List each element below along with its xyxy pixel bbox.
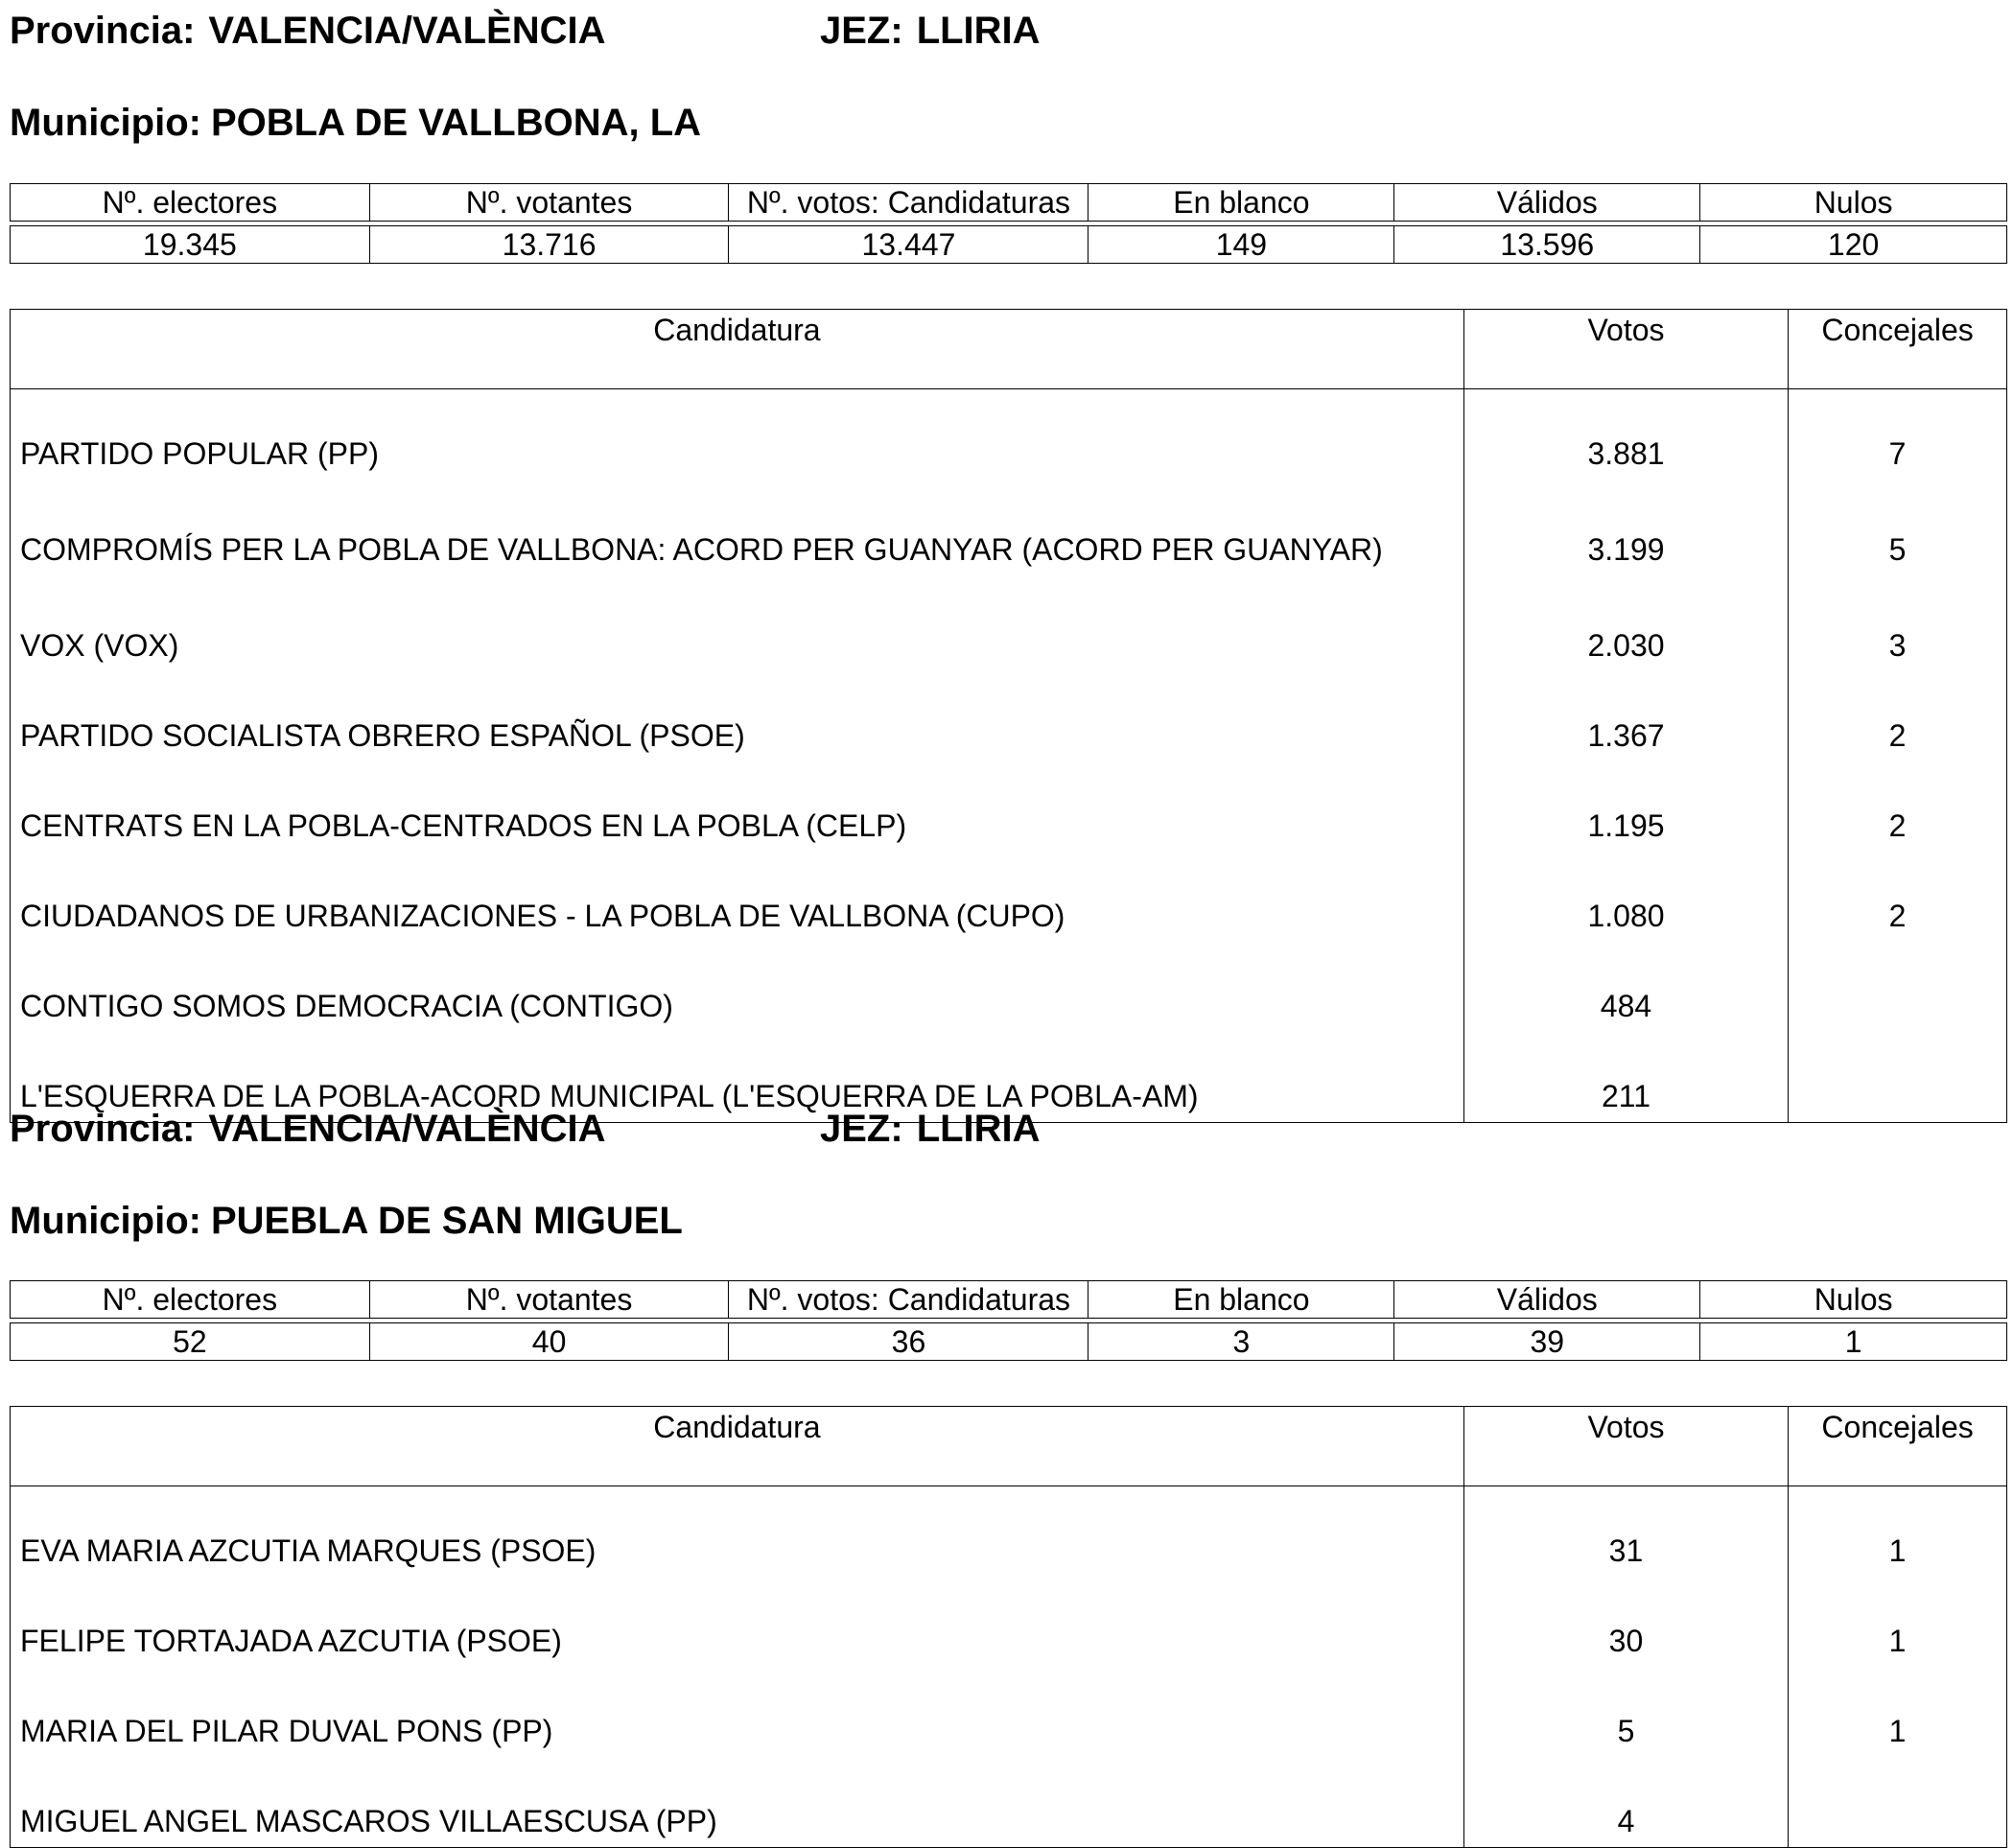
jez-label: JEZ:: [820, 1108, 903, 1150]
candidate-votes: 2.030: [1463, 581, 1788, 671]
candidate-name: CIUDADANOS DE URBANIZACIONES - LA POBLA DE VALLBONA (CUPO): [11, 852, 1464, 942]
candidate-name: CONTIGO SOMOS DEMOCRACIA (CONTIGO): [11, 942, 1464, 1032]
summary-value: 13.447: [729, 226, 1088, 264]
concejales-header: Concejales: [1789, 1407, 2007, 1486]
summary-header: Nulos: [1700, 184, 2007, 222]
summary-value: 39: [1394, 1323, 1700, 1361]
summary-table: [10, 183, 2007, 264]
candidate-name: COMPROMÍS PER LA POBLA DE VALLBONA: ACORD PER GUANYAR (ACORD PER GUANYAR): [11, 480, 1464, 581]
concejales-header: Concejales: [1789, 310, 2007, 389]
province-value: VALENCIA/VALÈNCIA: [208, 1108, 606, 1150]
candidate-seats: [1789, 942, 2007, 1032]
summary-header: Válidos: [1394, 1281, 1700, 1319]
candidate-votes: 1.367: [1463, 671, 1788, 761]
summary-value: 120: [1700, 226, 2007, 264]
summary-value: 52: [11, 1323, 370, 1361]
candidates-table: [10, 309, 2007, 1123]
summary-value: 13.596: [1394, 226, 1700, 264]
table-row: [11, 671, 2007, 761]
candidate-seats: 5: [1789, 480, 2007, 581]
candidate-votes: 5: [1463, 1667, 1788, 1757]
municipality-value: PUEBLA DE SAN MIGUEL: [210, 1200, 683, 1242]
summary-header: Nº. electores: [11, 1281, 370, 1319]
summary-header: Nº. votos: Candidaturas: [729, 184, 1088, 222]
summary-header: Válidos: [1394, 184, 1700, 222]
summary-value-row: [11, 226, 2007, 264]
table-row: [11, 1486, 2007, 1578]
candidate-name: CENTRATS EN LA POBLA-CENTRADOS EN LA POBLA (CELP): [11, 761, 1464, 852]
jez-group: [820, 2, 1041, 59]
table-row: [11, 480, 2007, 581]
jez-value: LLIRIA: [916, 10, 1041, 52]
summary-header: En blanco: [1088, 1281, 1394, 1319]
summary-header: En blanco: [1088, 184, 1394, 222]
summary-table: [10, 1280, 2007, 1361]
jez-label: JEZ:: [820, 10, 903, 52]
summary-header: Nulos: [1700, 1281, 2007, 1319]
summary-header-row: [11, 184, 2007, 222]
candidate-seats: 7: [1789, 389, 2007, 480]
candidates-header-row: [11, 310, 2007, 389]
summary-value: 3: [1088, 1323, 1394, 1361]
candidate-seats: 1: [1789, 1667, 2007, 1757]
table-row: [11, 581, 2007, 671]
summary-header: Nº. votantes: [369, 1281, 729, 1319]
candidate-votes: 484: [1463, 942, 1788, 1032]
summary-value: 36: [729, 1323, 1088, 1361]
candidate-seats: [1789, 1032, 2007, 1123]
summary-value-row: [11, 1323, 2007, 1361]
candidate-seats: 2: [1789, 671, 2007, 761]
province-label: Provincia:: [10, 10, 196, 52]
province-value: VALENCIA/VALÈNCIA: [208, 10, 606, 52]
candidate-votes: 211: [1463, 1032, 1788, 1123]
summary-header: Nº. votos: Candidaturas: [729, 1281, 1088, 1319]
candidate-name: MARIA DEL PILAR DUVAL PONS (PP): [11, 1667, 1464, 1757]
summary-value: 40: [369, 1323, 729, 1361]
municipality-line: [10, 94, 701, 152]
candidate-votes: 1.195: [1463, 761, 1788, 852]
province-label: Provincia:: [10, 1108, 196, 1150]
table-row: [11, 1667, 2007, 1757]
summary-value: 149: [1088, 226, 1394, 264]
table-row: [11, 942, 2007, 1032]
candidate-name: PARTIDO POPULAR (PP): [11, 389, 1464, 480]
province-line: [10, 1100, 1041, 1158]
table-row: [11, 1577, 2007, 1667]
votos-header: Votos: [1463, 310, 1788, 389]
candidate-name: VOX (VOX): [11, 581, 1464, 671]
candidate-votes: 4: [1463, 1757, 1788, 1848]
summary-header: Nº. electores: [11, 184, 370, 222]
province-line: [10, 2, 1041, 59]
municipality-label: Municipio:: [10, 102, 201, 144]
candidate-name: PARTIDO SOCIALISTA OBRERO ESPAÑOL (PSOE): [11, 671, 1464, 761]
candidates-table: [10, 1406, 2007, 1848]
candidate-seats: 2: [1789, 852, 2007, 942]
summary-header: Nº. votantes: [369, 184, 729, 222]
candidatura-header: Candidatura: [11, 310, 1464, 389]
table-row: [11, 761, 2007, 852]
candidate-votes: 31: [1463, 1486, 1788, 1578]
candidate-votes: 3.881: [1463, 389, 1788, 480]
summary-value: 19.345: [11, 226, 370, 264]
municipality-label: Municipio:: [10, 1200, 201, 1242]
table-row: [11, 389, 2007, 480]
candidate-name: MIGUEL ANGEL MASCAROS VILLAESCUSA (PP): [11, 1757, 1464, 1848]
table-row: [11, 852, 2007, 942]
summary-value: 1: [1700, 1323, 2007, 1361]
candidate-name: L'ESQUERRA DE LA POBLA-ACORD MUNICIPAL (L'ESQUERRA DE LA POBLA-AM): [11, 1032, 1464, 1123]
votos-header: Votos: [1463, 1407, 1788, 1486]
candidatura-header: Candidatura: [11, 1407, 1464, 1486]
candidate-votes: 30: [1463, 1577, 1788, 1667]
jez-group: [820, 1100, 1041, 1158]
candidate-seats: 3: [1789, 581, 2007, 671]
municipality-line: [10, 1192, 683, 1250]
candidate-seats: 1: [1789, 1486, 2007, 1578]
jez-value: LLIRIA: [916, 1108, 1041, 1150]
candidate-seats: 1: [1789, 1577, 2007, 1667]
summary-header-row: [11, 1281, 2007, 1319]
candidate-seats: 2: [1789, 761, 2007, 852]
candidate-votes: 1.080: [1463, 852, 1788, 942]
candidate-votes: 3.199: [1463, 480, 1788, 581]
candidate-seats: [1789, 1757, 2007, 1848]
candidates-header-row: [11, 1407, 2007, 1486]
candidate-name: EVA MARIA AZCUTIA MARQUES (PSOE): [11, 1486, 1464, 1578]
table-row: [11, 1757, 2007, 1848]
summary-value: 13.716: [369, 226, 729, 264]
municipality-value: POBLA DE VALLBONA, LA: [210, 102, 702, 144]
candidate-name: FELIPE TORTAJADA AZCUTIA (PSOE): [11, 1577, 1464, 1667]
